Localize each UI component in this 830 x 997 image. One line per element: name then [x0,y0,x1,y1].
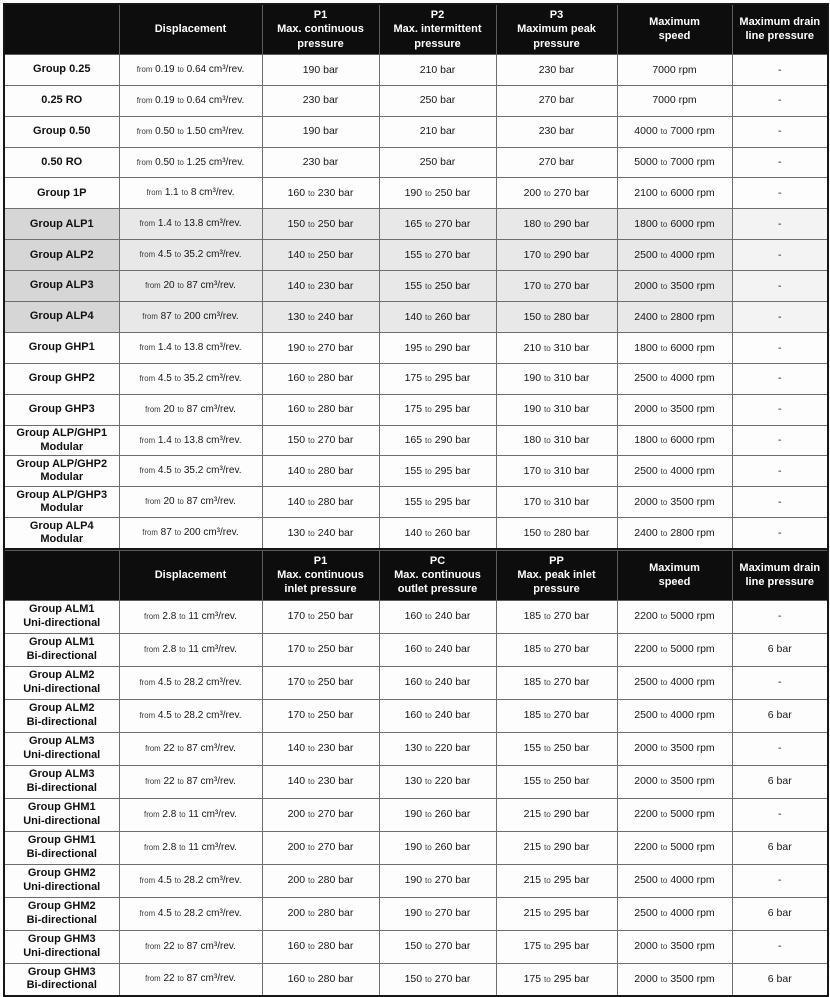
cell-group: Group GHP3 [4,394,119,425]
cell-max-drain-line: - [732,147,828,178]
cell-max-speed: 2400 to 2800 rpm [617,302,732,333]
cell-displacement: from 4.5 to 35.2 cm³/rev. [119,240,262,271]
cell-max-drain-line: 6 bar [732,897,828,930]
cell-pp-max-peak-inlet: 185 to 270 bar [496,633,617,666]
cell-group: Group GHM3 Bi-directional [4,963,119,996]
cell-displacement: from 4.5 to 28.2 cm³/rev. [119,864,262,897]
cell-p1-max-continuous: 160 to 230 bar [262,178,379,209]
column-header-pc-max-continuous-outlet: PC Max. continuous outlet pressure [379,550,496,600]
table-row [4,147,828,178]
cell-p3-max-peak: 200 to 270 bar [496,178,617,209]
cell-pp-max-peak-inlet: 175 to 295 bar [496,930,617,963]
cell-max-drain-line: - [732,271,828,302]
cell-group: 0.50 RO [4,147,119,178]
cell-displacement: from 1.4 to 13.8 cm³/rev. [119,209,262,240]
cell-p3-max-peak: 230 bar [496,54,617,85]
cell-p3-max-peak: 180 to 290 bar [496,209,617,240]
cell-p1-max-continuous-inlet: 200 to 280 bar [262,897,379,930]
cell-max-drain-line: - [732,209,828,240]
cell-max-speed: 1800 to 6000 rpm [617,425,732,456]
cell-group: Group 0.50 [4,116,119,147]
cell-max-speed: 2500 to 4000 rpm [617,240,732,271]
cell-max-speed: 2000 to 3500 rpm [617,487,732,518]
cell-p2-max-intermittent: 155 to 270 bar [379,240,496,271]
table-row [4,332,828,363]
cell-max-speed: 2000 to 3500 rpm [617,963,732,996]
cell-max-speed: 2000 to 3500 rpm [617,394,732,425]
cell-p1-max-continuous: 160 to 280 bar [262,394,379,425]
cell-pc-max-continuous-outlet: 190 to 270 bar [379,864,496,897]
cell-max-drain-line: - [732,518,828,549]
cell-p1-max-continuous-inlet: 170 to 250 bar [262,633,379,666]
column-header-displacement: Displacement [119,4,262,54]
cell-max-speed: 1800 to 6000 rpm [617,332,732,363]
cell-group: Group GHM1 Uni-directional [4,798,119,831]
cell-p3-max-peak: 170 to 290 bar [496,240,617,271]
table-row [4,394,828,425]
spec-tables-container [3,3,827,997]
cell-p2-max-intermittent: 210 bar [379,116,496,147]
cell-group: Group ALP/GHP3 Modular [4,487,119,518]
cell-p3-max-peak: 210 to 310 bar [496,332,617,363]
table-row [4,633,828,666]
column-header-max-drain-line: Maximum drain line pressure [732,550,828,600]
cell-group: Group ALM3 Bi-directional [4,765,119,798]
cell-max-speed: 2100 to 6000 rpm [617,178,732,209]
cell-max-drain-line: 6 bar [732,699,828,732]
cell-displacement: from 0.50 to 1.50 cm³/rev. [119,116,262,147]
cell-p1-max-continuous: 150 to 250 bar [262,209,379,240]
table-row [4,116,828,147]
column-header-p2-max-intermittent: P2 Max. intermittent pressure [379,4,496,54]
cell-group: Group ALP4 [4,302,119,333]
cell-displacement: from 4.5 to 28.2 cm³/rev. [119,897,262,930]
cell-p3-max-peak: 150 to 280 bar [496,518,617,549]
cell-p1-max-continuous-inlet: 200 to 270 bar [262,798,379,831]
table-row [4,518,828,549]
cell-max-drain-line: - [732,240,828,271]
table-row [4,798,828,831]
cell-p1-max-continuous: 140 to 250 bar [262,240,379,271]
cell-max-speed: 7000 rpm [617,85,732,116]
cell-displacement: from 2.8 to 11 cm³/rev. [119,600,262,633]
cell-p1-max-continuous-inlet: 170 to 250 bar [262,666,379,699]
cell-max-speed: 2000 to 3500 rpm [617,930,732,963]
header-row [4,550,828,600]
cell-max-drain-line: - [732,864,828,897]
table-row [4,864,828,897]
column-header-pp-max-peak-inlet: PP Max. peak inlet pressure [496,550,617,600]
cell-pc-max-continuous-outlet: 190 to 260 bar [379,798,496,831]
cell-p1-max-continuous-inlet: 140 to 230 bar [262,765,379,798]
cell-p1-max-continuous: 190 bar [262,116,379,147]
cell-max-drain-line: - [732,363,828,394]
cell-p3-max-peak: 270 bar [496,147,617,178]
cell-displacement: from 20 to 87 cm³/rev. [119,271,262,302]
cell-p2-max-intermittent: 165 to 270 bar [379,209,496,240]
cell-pc-max-continuous-outlet: 130 to 220 bar [379,732,496,765]
cell-p2-max-intermittent: 195 to 290 bar [379,332,496,363]
cell-group: Group ALM1 Uni-directional [4,600,119,633]
cell-p1-max-continuous-inlet: 140 to 230 bar [262,732,379,765]
cell-group: Group ALM2 Uni-directional [4,666,119,699]
cell-group: Group GHM1 Bi-directional [4,831,119,864]
cell-pc-max-continuous-outlet: 150 to 270 bar [379,963,496,996]
cell-p3-max-peak: 190 to 310 bar [496,363,617,394]
cell-group: 0.25 RO [4,85,119,116]
cell-group: Group ALP2 [4,240,119,271]
cell-max-speed: 2200 to 5000 rpm [617,600,732,633]
column-header-p1-max-continuous-inlet: P1 Max. continuous inlet pressure [262,550,379,600]
cell-max-drain-line: - [732,798,828,831]
cell-pp-max-peak-inlet: 155 to 250 bar [496,765,617,798]
cell-max-speed: 2500 to 4000 rpm [617,363,732,394]
cell-group: Group GHM2 Bi-directional [4,897,119,930]
cell-p3-max-peak: 170 to 270 bar [496,271,617,302]
cell-p1-max-continuous: 140 to 280 bar [262,487,379,518]
cell-max-drain-line: 6 bar [732,831,828,864]
cell-p1-max-continuous-inlet: 160 to 280 bar [262,930,379,963]
cell-group: Group GHP1 [4,332,119,363]
cell-p2-max-intermittent: 155 to 295 bar [379,487,496,518]
cell-group: Group GHM3 Uni-directional [4,930,119,963]
cell-p2-max-intermittent: 155 to 250 bar [379,271,496,302]
cell-max-speed: 2000 to 3500 rpm [617,765,732,798]
cell-p1-max-continuous: 230 bar [262,85,379,116]
cell-max-drain-line: - [732,85,828,116]
cell-group: Group ALP3 [4,271,119,302]
cell-max-speed: 2500 to 4000 rpm [617,456,732,487]
cell-p2-max-intermittent: 175 to 295 bar [379,394,496,425]
cell-displacement: from 22 to 87 cm³/rev. [119,963,262,996]
cell-displacement: from 22 to 87 cm³/rev. [119,732,262,765]
cell-group: Group ALM3 Uni-directional [4,732,119,765]
cell-p2-max-intermittent: 140 to 260 bar [379,302,496,333]
table-row [4,765,828,798]
cell-p2-max-intermittent: 155 to 295 bar [379,456,496,487]
cell-p1-max-continuous: 230 bar [262,147,379,178]
cell-max-speed: 1800 to 6000 rpm [617,209,732,240]
cell-max-speed: 4000 to 7000 rpm [617,116,732,147]
cell-max-drain-line: 6 bar [732,765,828,798]
cell-p1-max-continuous: 190 to 270 bar [262,332,379,363]
table-row [4,456,828,487]
cell-pp-max-peak-inlet: 155 to 250 bar [496,732,617,765]
cell-max-drain-line: 6 bar [732,633,828,666]
cell-max-drain-line: - [732,302,828,333]
cell-p2-max-intermittent: 175 to 295 bar [379,363,496,394]
cell-pc-max-continuous-outlet: 190 to 270 bar [379,897,496,930]
cell-p2-max-intermittent: 140 to 260 bar [379,518,496,549]
cell-p1-max-continuous: 150 to 270 bar [262,425,379,456]
cell-max-speed: 2500 to 4000 rpm [617,897,732,930]
column-header-max-drain-line: Maximum drain line pressure [732,4,828,54]
cell-p1-max-continuous: 130 to 240 bar [262,302,379,333]
table-row [4,963,828,996]
cell-p1-max-continuous-inlet: 160 to 280 bar [262,963,379,996]
cell-group: Group ALP/GHP1 Modular [4,425,119,456]
cell-displacement: from 1.4 to 13.8 cm³/rev. [119,425,262,456]
cell-displacement: from 2.8 to 11 cm³/rev. [119,633,262,666]
cell-displacement: from 20 to 87 cm³/rev. [119,394,262,425]
cell-max-drain-line: - [732,487,828,518]
cell-group: Group 1P [4,178,119,209]
cell-group: Group GHM2 Uni-directional [4,864,119,897]
cell-displacement: from 4.5 to 35.2 cm³/rev. [119,363,262,394]
cell-p1-max-continuous-inlet: 170 to 250 bar [262,699,379,732]
cell-pc-max-continuous-outlet: 160 to 240 bar [379,600,496,633]
cell-max-drain-line: - [732,456,828,487]
cell-pc-max-continuous-outlet: 150 to 270 bar [379,930,496,963]
header-row [4,4,828,54]
cell-displacement: from 87 to 200 cm³/rev. [119,518,262,549]
cell-pc-max-continuous-outlet: 160 to 240 bar [379,666,496,699]
cell-max-speed: 2200 to 5000 rpm [617,633,732,666]
cell-displacement: from 20 to 87 cm³/rev. [119,487,262,518]
cell-group: Group 0.25 [4,54,119,85]
cell-max-drain-line: - [732,332,828,363]
cell-max-drain-line: - [732,116,828,147]
cell-displacement: from 2.8 to 11 cm³/rev. [119,831,262,864]
cell-p3-max-peak: 270 bar [496,85,617,116]
cell-p2-max-intermittent: 165 to 290 bar [379,425,496,456]
table-row [4,831,828,864]
table-row [4,600,828,633]
table-row [4,271,828,302]
cell-max-speed: 2500 to 4000 rpm [617,864,732,897]
table-row [4,209,828,240]
table-row [4,363,828,394]
cell-max-speed: 2200 to 5000 rpm [617,798,732,831]
cell-p3-max-peak: 230 bar [496,116,617,147]
cell-p1-max-continuous: 160 to 280 bar [262,363,379,394]
column-header-max-speed: Maximum speed [617,550,732,600]
cell-p1-max-continuous: 140 to 280 bar [262,456,379,487]
cell-max-drain-line: 6 bar [732,963,828,996]
table-row [4,487,828,518]
column-header-displacement: Displacement [119,550,262,600]
cell-p1-max-continuous: 130 to 240 bar [262,518,379,549]
cell-p1-max-continuous-inlet: 170 to 250 bar [262,600,379,633]
cell-pc-max-continuous-outlet: 130 to 220 bar [379,765,496,798]
cell-max-drain-line: - [732,930,828,963]
cell-max-speed: 2500 to 4000 rpm [617,699,732,732]
cell-p2-max-intermittent: 210 bar [379,54,496,85]
cell-p1-max-continuous-inlet: 200 to 280 bar [262,864,379,897]
cell-displacement: from 0.19 to 0.64 cm³/rev. [119,85,262,116]
cell-displacement: from 4.5 to 28.2 cm³/rev. [119,699,262,732]
cell-pp-max-peak-inlet: 185 to 270 bar [496,600,617,633]
cell-p1-max-continuous: 190 bar [262,54,379,85]
column-header-p1-max-continuous: P1 Max. continuous pressure [262,4,379,54]
table-row [4,897,828,930]
table-row [4,732,828,765]
cell-pp-max-peak-inlet: 185 to 270 bar [496,666,617,699]
cell-p2-max-intermittent: 190 to 250 bar [379,178,496,209]
cell-group: Group ALP/GHP2 Modular [4,456,119,487]
cell-displacement: from 0.19 to 0.64 cm³/rev. [119,54,262,85]
column-header-group [4,550,119,600]
cell-max-drain-line: - [732,666,828,699]
cell-p3-max-peak: 190 to 310 bar [496,394,617,425]
motor-spec-table [3,550,829,997]
table-row [4,85,828,116]
cell-p3-max-peak: 170 to 310 bar [496,487,617,518]
cell-max-speed: 2000 to 3500 rpm [617,271,732,302]
cell-max-drain-line: - [732,178,828,209]
cell-group: Group ALM2 Bi-directional [4,699,119,732]
cell-displacement: from 0.50 to 1.25 cm³/rev. [119,147,262,178]
cell-p1-max-continuous-inlet: 200 to 270 bar [262,831,379,864]
cell-max-drain-line: - [732,732,828,765]
cell-p2-max-intermittent: 250 bar [379,85,496,116]
column-header-max-speed: Maximum speed [617,4,732,54]
cell-max-drain-line: - [732,54,828,85]
cell-pp-max-peak-inlet: 215 to 295 bar [496,897,617,930]
cell-p3-max-peak: 180 to 310 bar [496,425,617,456]
cell-group: Group ALP4 Modular [4,518,119,549]
cell-max-drain-line: - [732,600,828,633]
cell-max-drain-line: - [732,425,828,456]
cell-displacement: from 1.4 to 13.8 cm³/rev. [119,332,262,363]
cell-pp-max-peak-inlet: 215 to 295 bar [496,864,617,897]
cell-displacement: from 87 to 200 cm³/rev. [119,302,262,333]
column-header-group [4,4,119,54]
cell-max-drain-line: - [732,394,828,425]
cell-pp-max-peak-inlet: 215 to 290 bar [496,831,617,864]
table-row [4,699,828,732]
table-row [4,666,828,699]
cell-displacement: from 4.5 to 35.2 cm³/rev. [119,456,262,487]
cell-max-speed: 5000 to 7000 rpm [617,147,732,178]
cell-pp-max-peak-inlet: 185 to 270 bar [496,699,617,732]
table-row [4,302,828,333]
cell-p1-max-continuous: 140 to 230 bar [262,271,379,302]
cell-pc-max-continuous-outlet: 190 to 260 bar [379,831,496,864]
cell-group: Group ALM1 Bi-directional [4,633,119,666]
table-row [4,240,828,271]
cell-pp-max-peak-inlet: 175 to 295 bar [496,963,617,996]
cell-pc-max-continuous-outlet: 160 to 240 bar [379,633,496,666]
table-row [4,178,828,209]
cell-max-speed: 2200 to 5000 rpm [617,831,732,864]
cell-max-speed: 2000 to 3500 rpm [617,732,732,765]
cell-p2-max-intermittent: 250 bar [379,147,496,178]
cell-displacement: from 4.5 to 28.2 cm³/rev. [119,666,262,699]
table-row [4,425,828,456]
cell-group: Group ALP1 [4,209,119,240]
cell-displacement: from 22 to 87 cm³/rev. [119,765,262,798]
cell-pc-max-continuous-outlet: 160 to 240 bar [379,699,496,732]
cell-displacement: from 22 to 87 cm³/rev. [119,930,262,963]
cell-group: Group GHP2 [4,363,119,394]
table-row [4,54,828,85]
column-header-p3-max-peak: P3 Maximum peak pressure [496,4,617,54]
cell-max-speed: 7000 rpm [617,54,732,85]
cell-displacement: from 2.8 to 11 cm³/rev. [119,798,262,831]
cell-max-speed: 2500 to 4000 rpm [617,666,732,699]
cell-max-speed: 2400 to 2800 rpm [617,518,732,549]
pump-spec-table [3,3,829,550]
cell-p3-max-peak: 150 to 280 bar [496,302,617,333]
cell-displacement: from 1.1 to 8 cm³/rev. [119,178,262,209]
cell-pp-max-peak-inlet: 215 to 290 bar [496,798,617,831]
table-row [4,930,828,963]
cell-p3-max-peak: 170 to 310 bar [496,456,617,487]
